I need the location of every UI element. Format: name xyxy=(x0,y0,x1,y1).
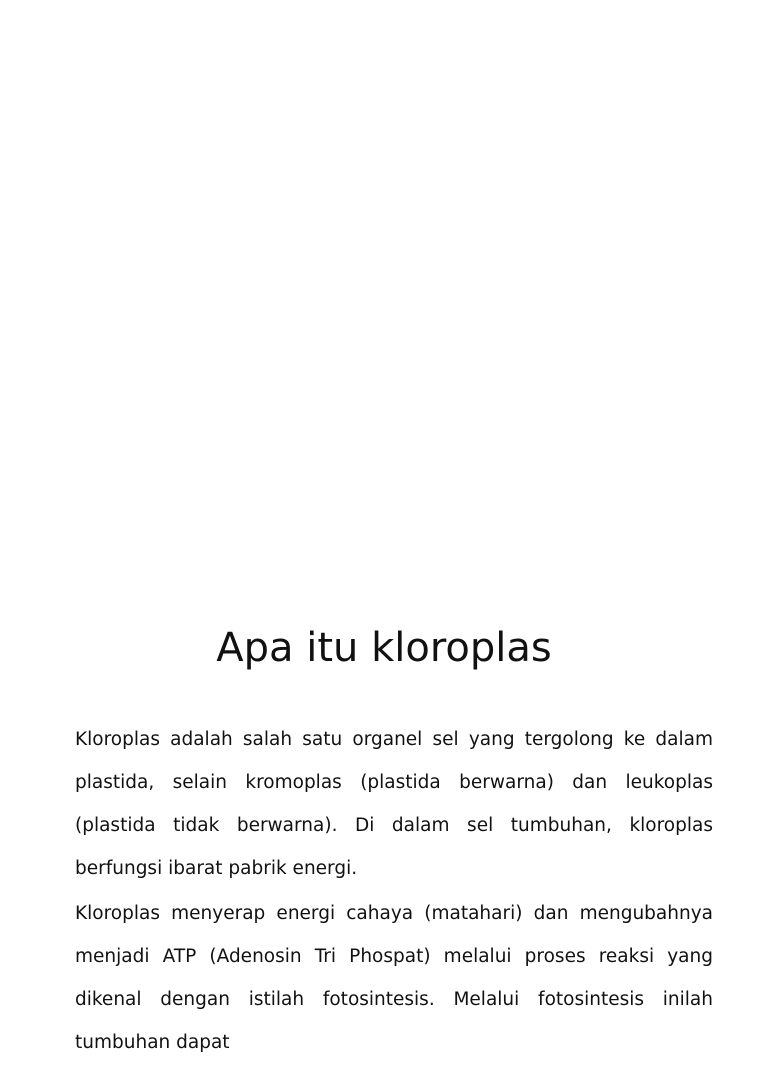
document-body xyxy=(75,718,713,1066)
paragraph-2: Kloroplas menyerap energi cahaya (matahari) dan mengubahnya menjadi ATP (Adenosin Tri Phospat) melalui proses reaksi yang dikenal dengan istilah fotosintesis. Melalui fotosintesis inilah tumbuhan dapat xyxy=(75,903,713,1053)
page-title: Apa itu kloroplas xyxy=(216,625,552,671)
paragraph-1: Kloroplas adalah salah satu organel sel yang tergolong ke dalam plastida, selain kromoplas (plastida berwarna) dan leukoplas (plastida tidak berwarna). Di dalam sel tumbuhan, kloroplas berfungsi ibarat pabrik energi. xyxy=(75,729,713,879)
